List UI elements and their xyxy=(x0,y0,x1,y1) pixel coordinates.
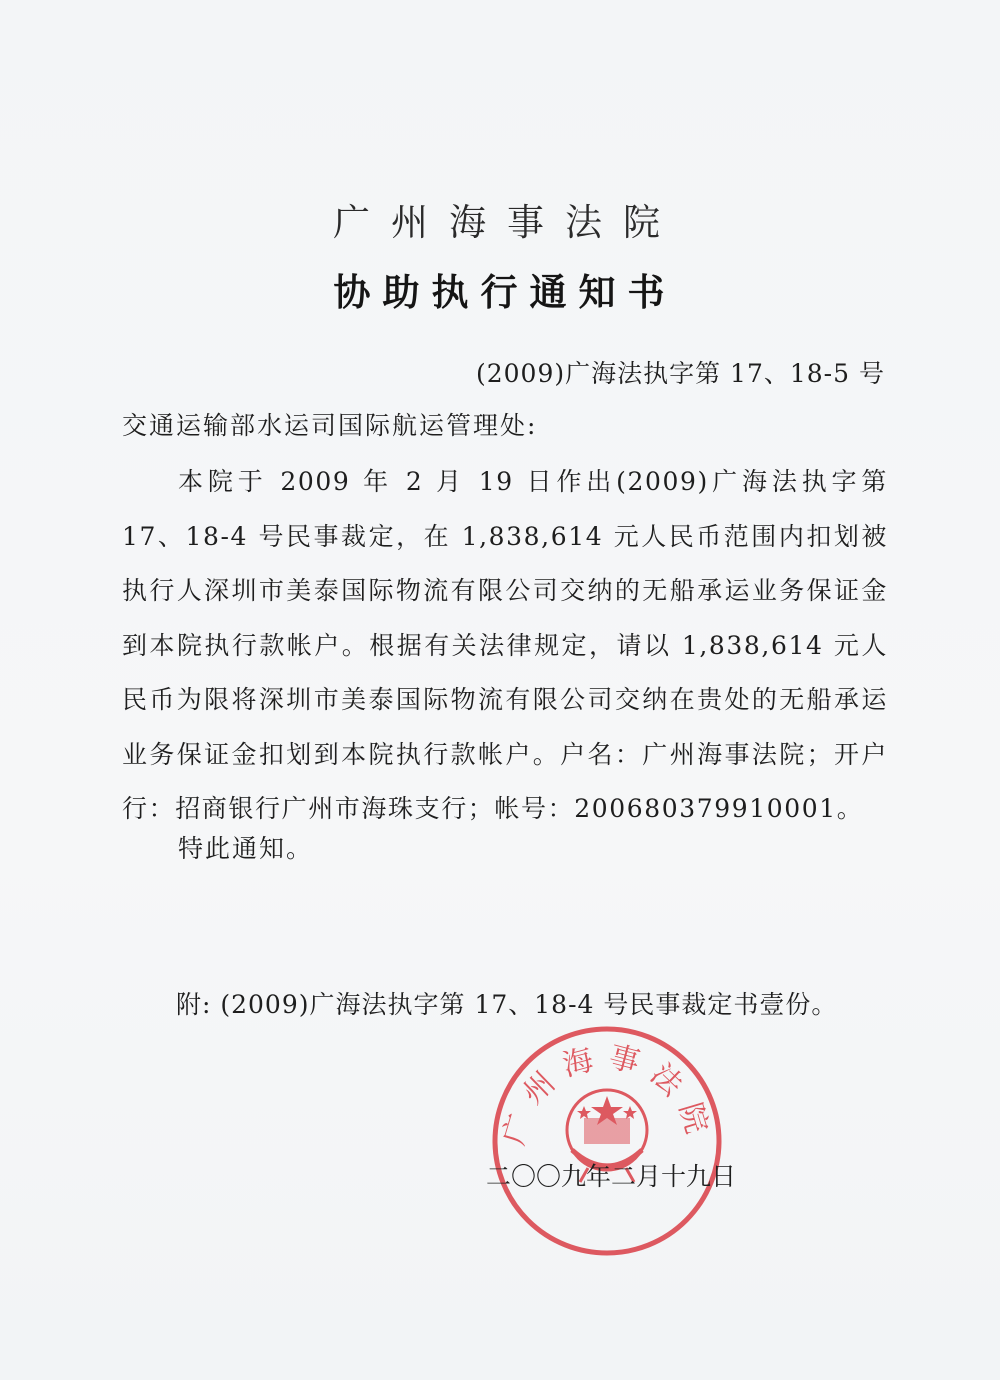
case-number: (2009)广海法执字第 17、18-5 号 xyxy=(475,359,885,388)
svg-text:广州海事法院: 广州海事法院 xyxy=(496,1039,718,1150)
issue-date: 二〇〇九年二月十九日 xyxy=(486,1162,737,1191)
court-name: 广州海事法院 xyxy=(333,201,681,244)
body-paragraph: 本院于 2009 年 2 月 19 日作出(2009)广海法执字第 17、18-4 号民事裁定，在 1,838,614 元人民币范围内扣划被执行人深圳市美泰国际物流有限公司交纳的无船承运业务保证金到本院执行款帐户。根据有关法律规定，请以 1,838,614 元人民币为限将深圳市美泰国际物流有限公司交纳在贵处的无船承运业务保证金扣划到本院执行款帐户。户名：广州海事法院；开户行：招商银行广州市海珠支行；帐号：200680379910001。 xyxy=(122,467,888,823)
closing-line: 特此通知。 xyxy=(178,834,314,863)
addressee: 交通运输部水运司国际航运管理处: xyxy=(122,411,538,440)
document-title: 协助执行通知书 xyxy=(333,271,677,314)
attachment-note: 附: (2009)广海法执字第 17、18-4 号民事裁定书壹份。 xyxy=(176,990,838,1019)
court-seal-stamp xyxy=(488,1022,726,1260)
